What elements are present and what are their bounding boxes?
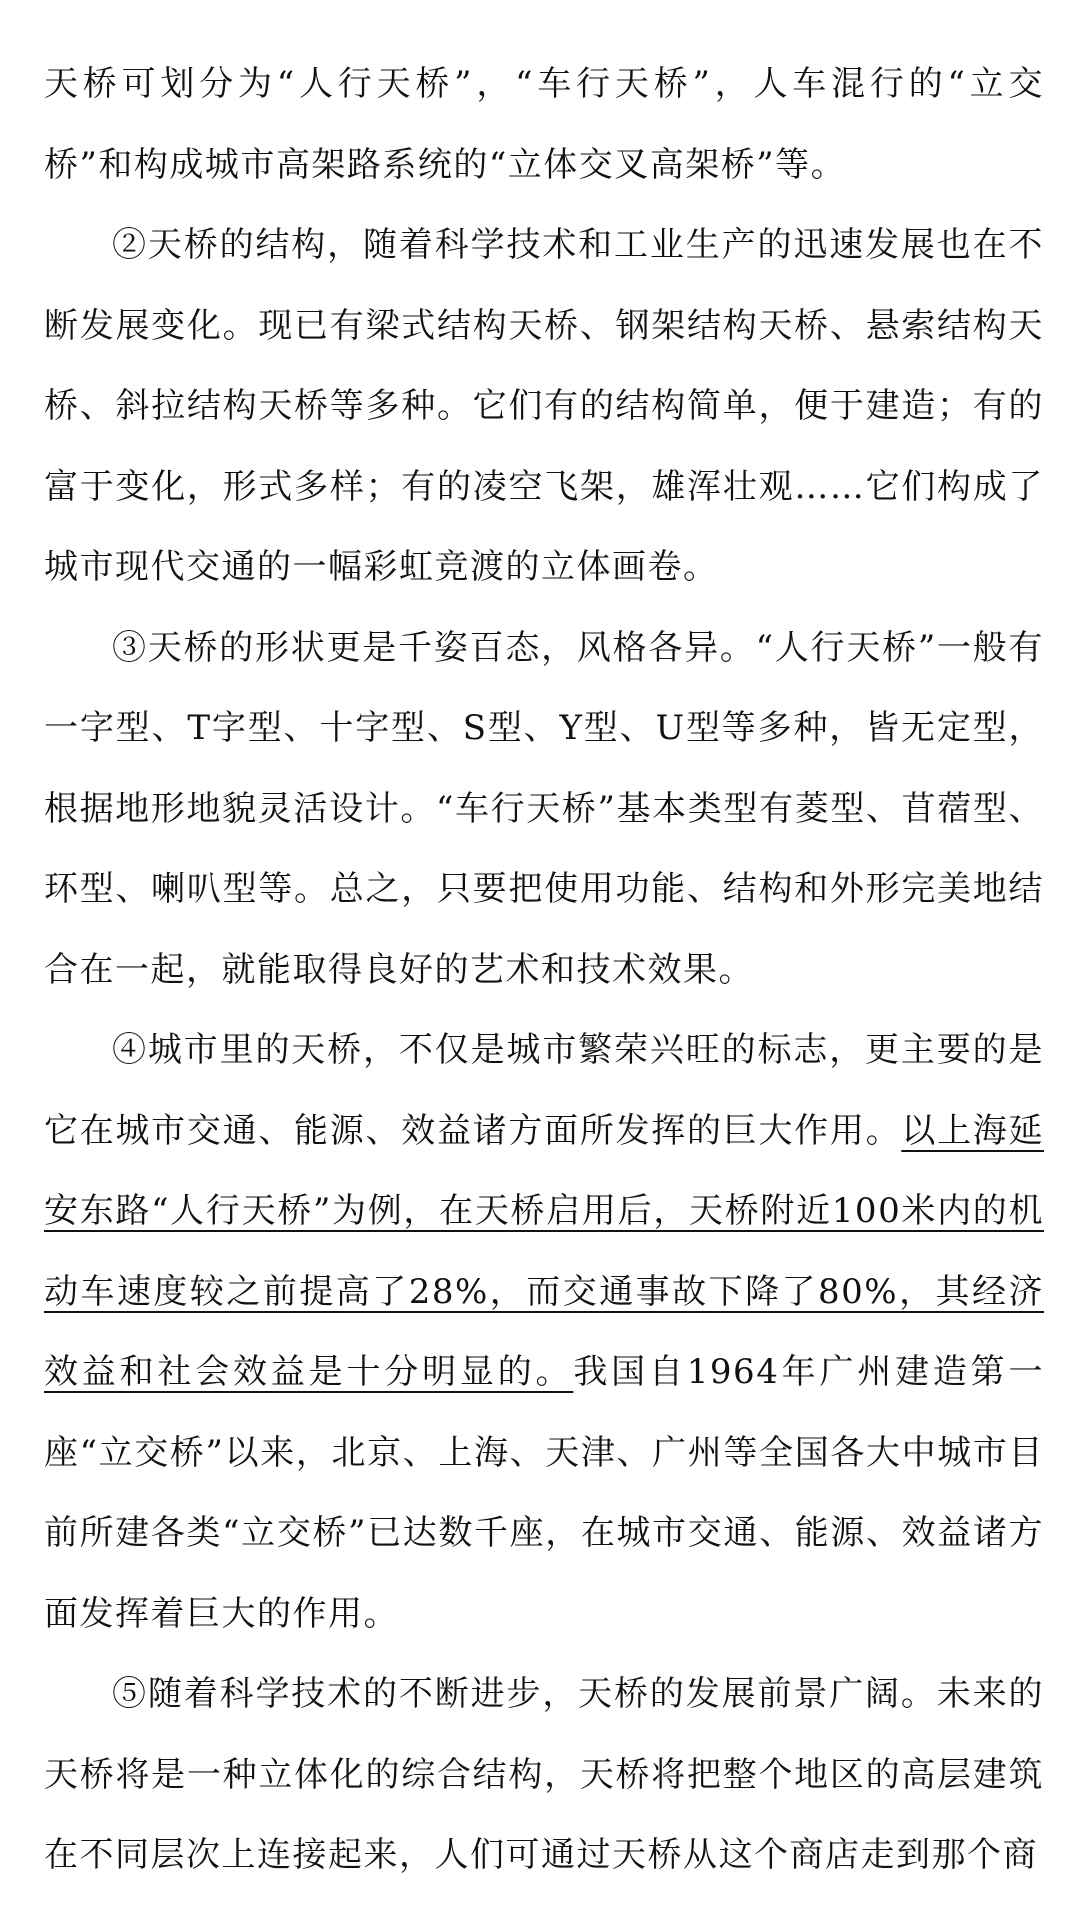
paragraph-bridge-shapes — [44, 608, 1044, 1011]
paragraph-bridge-types — [44, 44, 1044, 205]
paragraph-text: 天桥可划分为“人行天桥”，“车行天桥”，人车混行的“立交桥”和构成城市高架路系统的“立体交叉高架桥”等。 — [44, 64, 1044, 185]
paragraph-text: ③天桥的形状更是千姿百态，风格各异。“人行天桥”一般有一字型、T字型、十字型、S型、Y型、U型等多种，皆无定型，根据地形地貌灵活设计。“车行天桥”基本类型有菱型、苜蓿型、环型、喇叭型等。总之，只要把使用功能、结构和外形完美地结合在一起，就能取得良好的艺术和技术效果。 — [44, 627, 1044, 990]
paragraph-text: ⑤随着科学技术的不断进步，天桥的发展前景广阔。未来的天桥将是一种立体化的综合结构，天桥将把整个地区的高层建筑在不同层次上连接起来，人们可通过天桥从这个商店走到那个商 — [44, 1674, 1044, 1875]
paragraph-text: ④城市里的天桥，不仅是城市繁荣兴旺的标志，更主要的是它在城市交通、能源、效益诸方面所发挥的巨大作用。 — [44, 1030, 1044, 1151]
paragraph-text: ②天桥的结构，随着科学技术和工业生产的迅速发展也在不断发展变化。现已有梁式结构天桥、钢架结构天桥、悬索结构天桥、斜拉结构天桥等多种。它们有的结构简单，便于建造；有的富于变化，形式多样；有的凌空飞架，雄浑壮观……它们构成了城市现代交通的一幅彩虹竞渡的立体画卷。 — [44, 225, 1044, 587]
paragraph-bridge-role — [44, 1010, 1044, 1654]
underlined-example-text: 以上海延安东路“人行天桥”为例，在天桥启用后，天桥附近100米内的机动车速度较之前提高了28%，而交通事故下降了80%，其经济效益和社会效益是十分明显的。 — [44, 1110, 1045, 1392]
paragraph-bridge-structure — [44, 205, 1044, 608]
paragraph-bridge-future — [44, 1654, 1044, 1896]
paragraph-text: 我国自1964年广州建造第一座“立交桥”以来，北京、上海、天津、广州等全国各大中城市目前所建各类“立交桥”已达数千座，在城市交通、能源、效益诸方面发挥着巨大的作用。 — [44, 1352, 1044, 1634]
